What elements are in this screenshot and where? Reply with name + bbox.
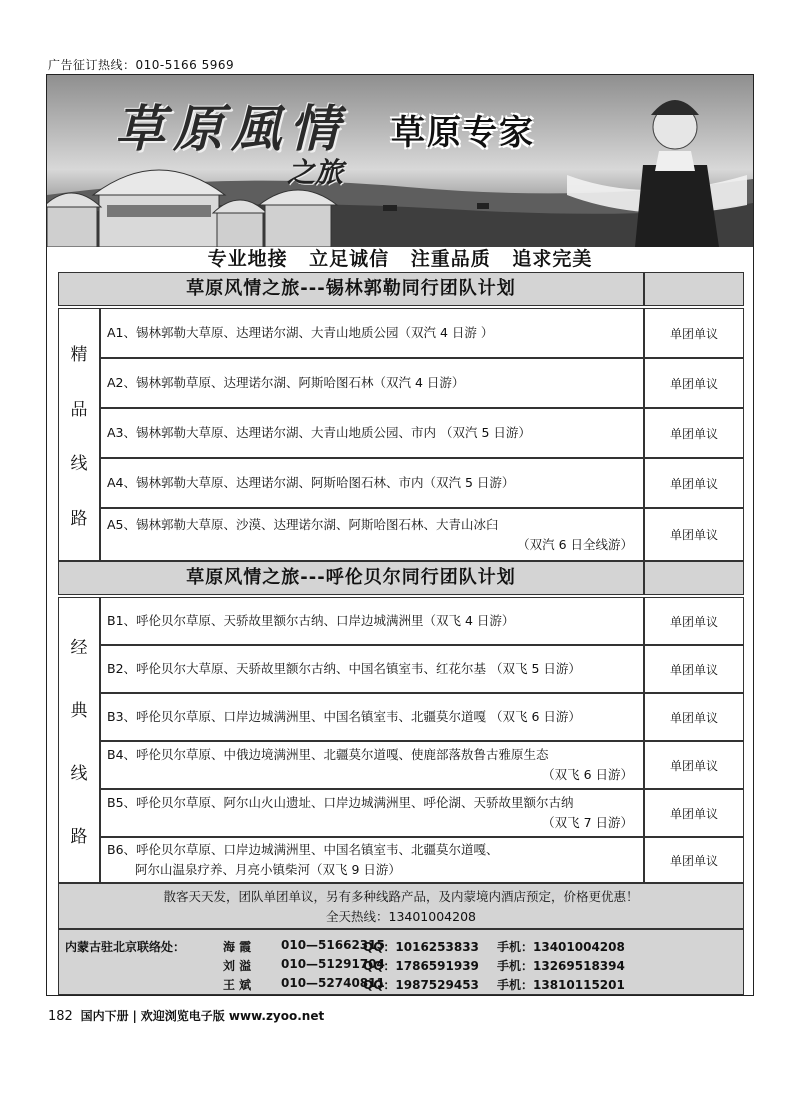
route-row xyxy=(100,645,644,693)
slogan: 专业地接 立足诚信 注重品质 追求完美 xyxy=(207,248,593,270)
contact-name: 刘 溢 xyxy=(223,959,252,973)
section-a-title: 草原风情之旅---锡林郭勒同行团队计划 xyxy=(58,272,644,306)
route-row xyxy=(100,308,644,358)
contact-mobile: 手机：13269518394 xyxy=(497,959,625,973)
contact-tel: 010—51662315 xyxy=(281,938,385,952)
price-cell: 单团单议 xyxy=(644,408,744,458)
contact-row xyxy=(59,957,745,977)
price-cell: 单团单议 xyxy=(644,789,744,837)
contact-tel: 010—52740811 xyxy=(281,976,385,990)
price-cell: 单团单议 xyxy=(644,308,744,358)
page-number: 182 xyxy=(48,1009,73,1024)
side-char: 典 xyxy=(70,701,88,721)
route-text: B1、呼伦贝尔草原、天骄故里额尔古纳、口岸边城满洲里（双飞 4 日游） xyxy=(107,613,515,628)
route-row xyxy=(100,693,644,741)
section-b-head-spacer xyxy=(644,561,744,595)
yurt-icon xyxy=(93,170,225,247)
contact-name: 王 斌 xyxy=(223,978,252,992)
price-cell: 单团单议 xyxy=(644,741,744,789)
route-text: A5、锡林郭勒大草原、沙漠、达理诺尔湖、阿斯哈图石林、大青山冰臼 xyxy=(107,516,499,532)
banner-expert-label: 草原专家 xyxy=(391,113,535,153)
contact-block xyxy=(58,929,744,995)
route-row xyxy=(100,741,644,789)
contact-qq: QQ：1016253833 xyxy=(363,940,479,954)
route-text: B5、呼伦贝尔草原、阿尔山火山遗址、口岸边城满洲里、呼伦湖、天骄故里额尔古纳 xyxy=(107,795,574,810)
section-a-head-spacer xyxy=(644,272,744,306)
route-duration: （双飞 7 日游） xyxy=(542,815,633,830)
banner-subtitle: 之旅 xyxy=(287,156,344,189)
route-text: B6、呼伦贝尔草原、口岸边城满洲里、中国名镇室韦、北疆莫尔道嘎、 xyxy=(107,842,499,857)
contact-name: 海 霞 xyxy=(223,940,252,954)
price-cell: 单团单议 xyxy=(644,358,744,408)
route-row xyxy=(100,508,644,561)
route-duration: （双飞 6 日游） xyxy=(542,767,633,782)
price-cell: 单团单议 xyxy=(644,837,744,883)
side-char: 精 xyxy=(70,344,88,365)
route-text: A1、锡林郭勒大草原、达理诺尔湖、大青山地质公园（双汽 4 日游 ） xyxy=(107,325,494,340)
contact-label: 内蒙古驻北京联络处： xyxy=(65,940,186,954)
route-row xyxy=(100,597,644,645)
banner xyxy=(47,75,753,247)
volume-label: 国内下册 xyxy=(80,1009,129,1023)
contact-row xyxy=(59,938,745,958)
promo-note xyxy=(58,883,744,929)
route-text: A4、锡林郭勒大草原、达理诺尔湖、阿斯哈图石林、市内（双汽 5 日游） xyxy=(107,475,515,490)
side-char: 路 xyxy=(70,509,88,530)
side-char: 线 xyxy=(70,454,88,475)
contact-mobile: 手机：13401004208 xyxy=(497,940,625,954)
route-text: B2、呼伦贝尔大草原、天骄故里额尔古纳、中国名镇室韦、红花尔基 （双飞 5 日游） xyxy=(107,661,581,676)
page-footer xyxy=(48,1007,324,1024)
section-a-side-label xyxy=(58,308,100,561)
route-row xyxy=(100,789,644,837)
price-cell: 单团单议 xyxy=(644,508,744,561)
promo-text: 散客天天发，团队单团单议，另有多种线路产品，及内蒙境内酒店预定，价格更优惠！ xyxy=(163,889,639,904)
route-row xyxy=(100,837,644,883)
footer-divider: | xyxy=(132,1009,137,1023)
route-row xyxy=(100,408,644,458)
contact-tel: 010—51291704 xyxy=(281,957,385,971)
footer-link-text[interactable]: 欢迎浏览电子版 www.zyoo.net xyxy=(140,1009,325,1023)
contact-qq: QQ：1786591939 xyxy=(363,959,479,973)
ad-hotline: 广告征订热线：010-5166 5969 xyxy=(48,58,235,72)
promo-hotline: 全天热线：13401004208 xyxy=(326,909,476,924)
side-char: 路 xyxy=(70,827,88,847)
banner-title: 草原風情 xyxy=(115,99,347,158)
route-text: A3、锡林郭勒大草原、达理诺尔湖、大青山地质公园、市内 （双汽 5 日游） xyxy=(107,425,531,440)
side-char: 线 xyxy=(70,764,88,784)
route-row xyxy=(100,458,644,508)
price-cell: 单团单议 xyxy=(644,597,744,645)
side-char: 品 xyxy=(70,399,88,420)
price-cell: 单团单议 xyxy=(644,693,744,741)
section-b-side-label xyxy=(58,597,100,883)
side-char: 经 xyxy=(70,638,88,658)
route-text: B3、呼伦贝尔草原、口岸边城满洲里、中国名镇室韦、北疆莫尔道嘎 （双飞 6 日游） xyxy=(107,709,581,724)
contact-mobile: 手机：13810115201 xyxy=(497,978,625,992)
route-row xyxy=(100,358,644,408)
route-duration: （双汽 6 日全线游） xyxy=(517,536,633,552)
route-text: A2、锡林郭勒草原、达理诺尔湖、阿斯哈图石林（双汽 4 日游） xyxy=(107,375,465,390)
section-b-title: 草原风情之旅---呼伦贝尔同行团队计划 xyxy=(58,561,644,595)
route-text-cont: 阿尔山温泉疗养、月亮小镇柴河（双飞 9 日游） xyxy=(135,862,401,877)
route-text: B4、呼伦贝尔草原、中俄边境满洲里、北疆莫尔道嘎、使鹿部落敖鲁古雅原生态 xyxy=(107,747,549,762)
price-cell: 单团单议 xyxy=(644,458,744,508)
price-cell: 单团单议 xyxy=(644,645,744,693)
contact-row xyxy=(59,976,745,996)
contact-qq: QQ：1987529453 xyxy=(363,978,479,992)
